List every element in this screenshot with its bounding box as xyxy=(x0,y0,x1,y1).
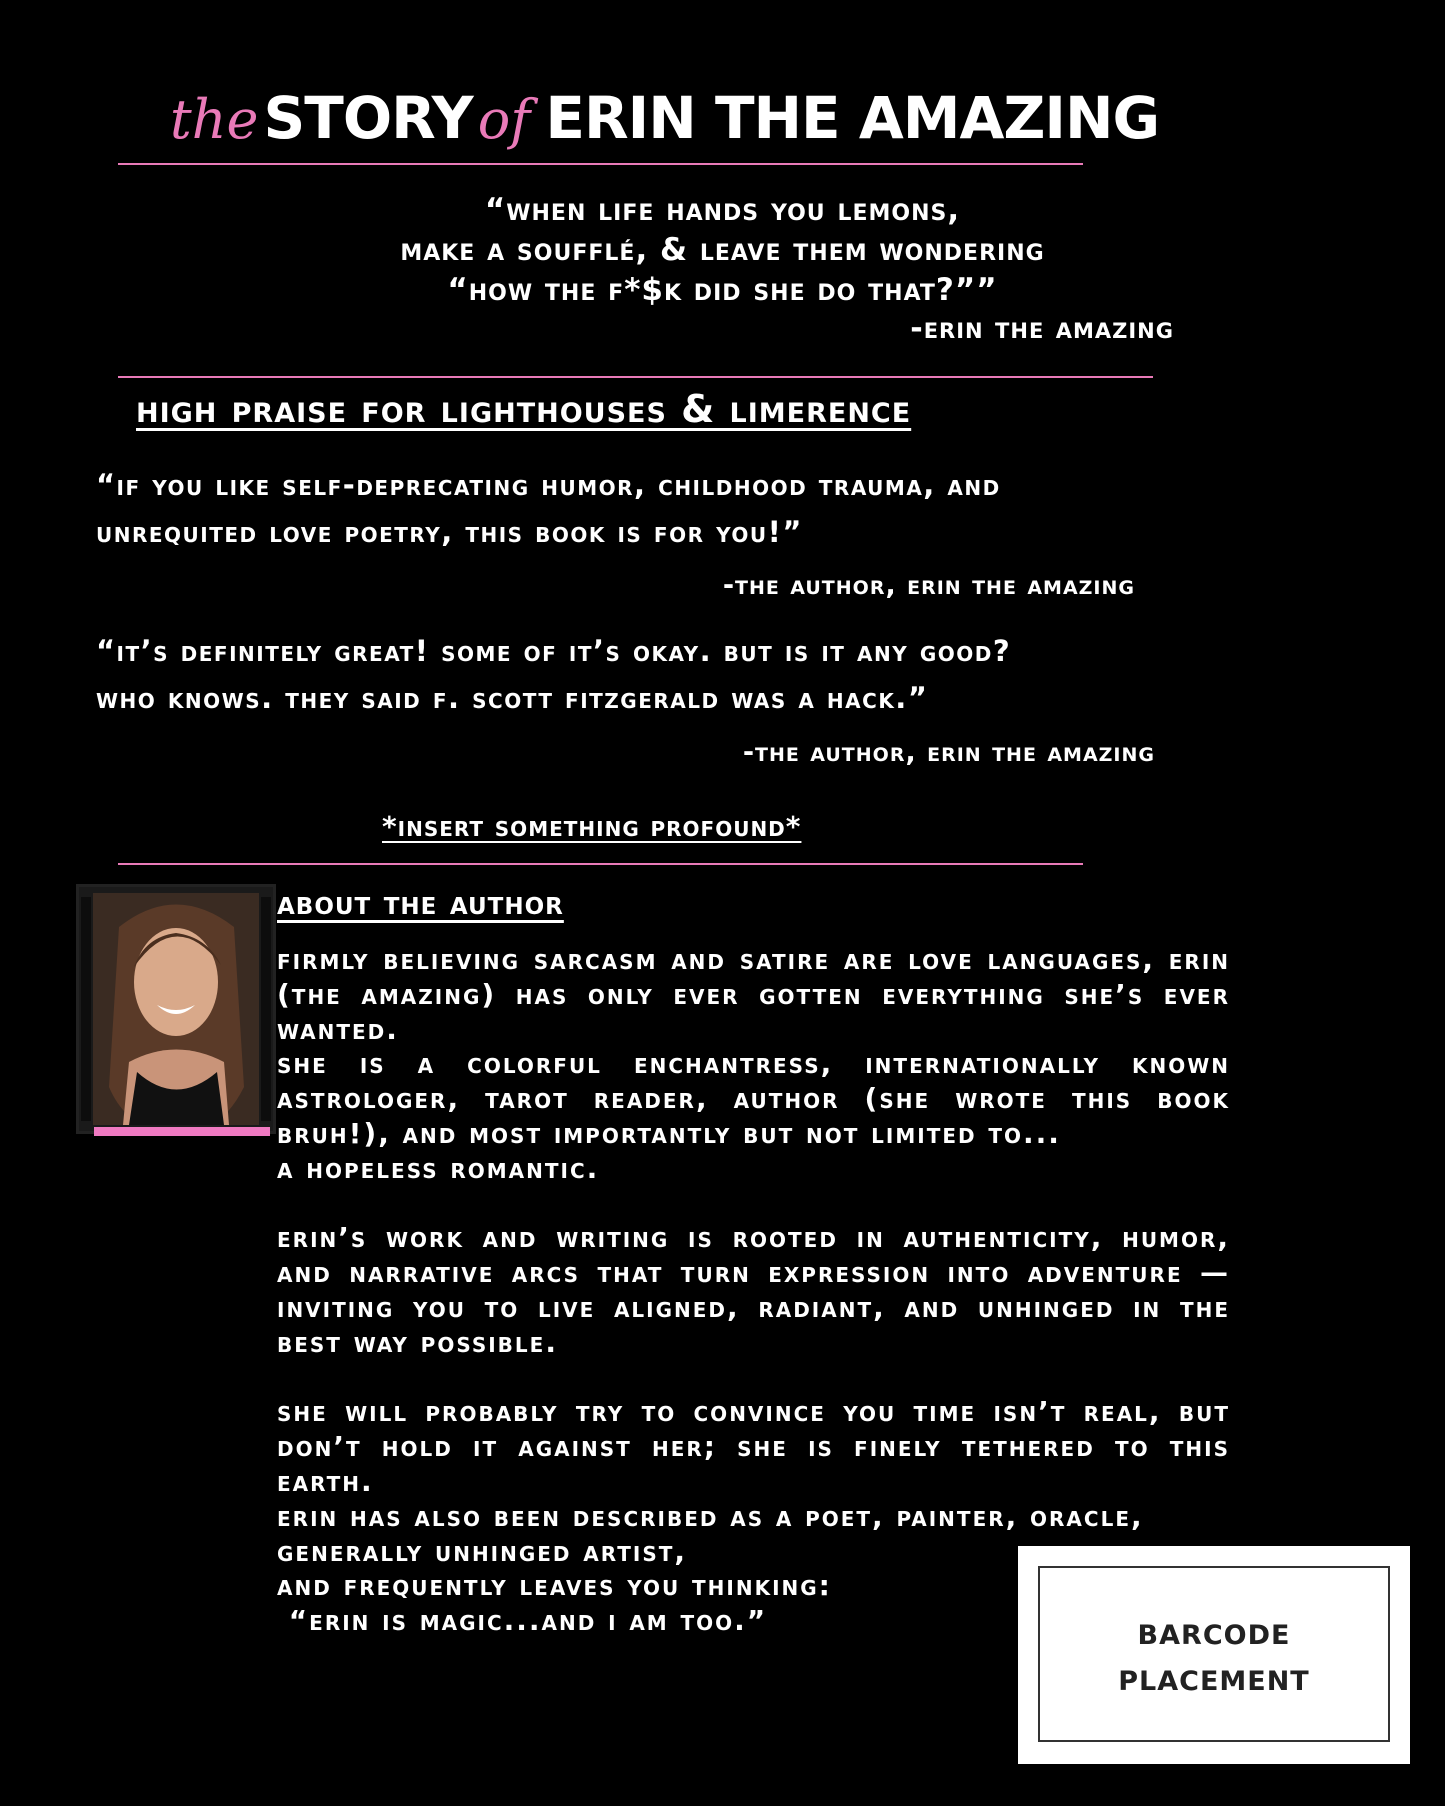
praise-quote-2 xyxy=(96,628,1156,722)
barcode-label xyxy=(1064,1608,1364,1700)
about-paragraph-3: a hopeless romantic. xyxy=(277,1151,600,1185)
about-paragraph-7: generally unhinged artist, xyxy=(277,1534,688,1568)
about-paragraph-1: firmly believing sarcasm and satire are love languages, erin (the amazing) has only ever gotten everything she’s ever wanted. xyxy=(277,943,1230,1046)
title-the: the xyxy=(170,88,259,151)
epigraph-divider xyxy=(118,376,1153,378)
author-photo-illustration xyxy=(79,887,273,1131)
page-title xyxy=(170,84,1170,152)
barcode-label-line-2: placement xyxy=(1118,1655,1310,1699)
about-paragraph-5: she will probably try to convince you time isn’t real, but don’t hold it against her; she is finely tethered to this earth. xyxy=(277,1395,1230,1498)
about-body xyxy=(277,943,1230,1639)
author-photo xyxy=(76,884,276,1134)
praise-quote-1-line-1: “if you like self-deprecating humor, childhood trauma, and xyxy=(96,468,1001,502)
title-name: ERIN THE AMAZING xyxy=(545,84,1160,152)
praise-quote-2-line-1: “it’s definitely great! some of it’s okay. but is it any good? xyxy=(96,634,1012,668)
about-closing-quote: “erin is magic...and i am too.” xyxy=(277,1604,768,1638)
about-paragraph-8: and frequently leaves you thinking: xyxy=(277,1569,832,1603)
praise-quote-1-attribution: -the author, erin the amazing xyxy=(722,570,1135,601)
praise-heading: high praise for lighthouses & limerence xyxy=(136,387,912,431)
barcode-placement-box xyxy=(1018,1546,1410,1764)
barcode-label-line-1: barcode xyxy=(1137,1609,1291,1653)
praise-quote-1-line-2: unrequited love poetry, this book is for you!” xyxy=(96,515,803,549)
epigraph-attribution: -erin the amazing xyxy=(910,311,1174,346)
title-of: of xyxy=(477,88,531,151)
about-divider xyxy=(118,863,1083,865)
praise-quote-1 xyxy=(96,462,1156,556)
paragraph-spacer xyxy=(277,1361,1230,1396)
photo-accent-strip xyxy=(94,1127,270,1136)
epigraph-line-3: “how the f*$k did she do that?”” xyxy=(447,272,998,308)
about-paragraph-6: erin has also been described as a poet, painter, oracle, xyxy=(277,1499,1144,1533)
profound-placeholder: *insert something profound* xyxy=(382,810,802,843)
about-paragraph-4: erin’s work and writing is rooted in authenticity, humor, and narrative arcs that turn expression into adventure — inviting you to live aligned, radiant, and unhinged in the best way possible. xyxy=(277,1221,1230,1359)
about-paragraph-2: she is a colorful enchantress, internationally known astrologer, tarot reader, author (she wrote this book bruh!), and most importantly but not limited to... xyxy=(277,1047,1230,1150)
praise-quote-2-attribution: -the author, erin the amazing xyxy=(742,737,1155,768)
about-heading: about the author xyxy=(277,883,564,922)
barcode-inner-frame xyxy=(1038,1566,1390,1742)
title-story: STORY xyxy=(263,84,473,152)
title-divider xyxy=(118,163,1083,165)
praise-quote-2-line-2: who knows. they said f. scott fitzgerald was a hack.” xyxy=(96,681,929,715)
epigraph-line-1: “when life hands you lemons, xyxy=(484,192,961,228)
epigraph-line-2: make a soufflé, & leave them wondering xyxy=(400,232,1045,268)
paragraph-spacer xyxy=(277,1187,1230,1222)
epigraph-quote xyxy=(0,190,1445,310)
